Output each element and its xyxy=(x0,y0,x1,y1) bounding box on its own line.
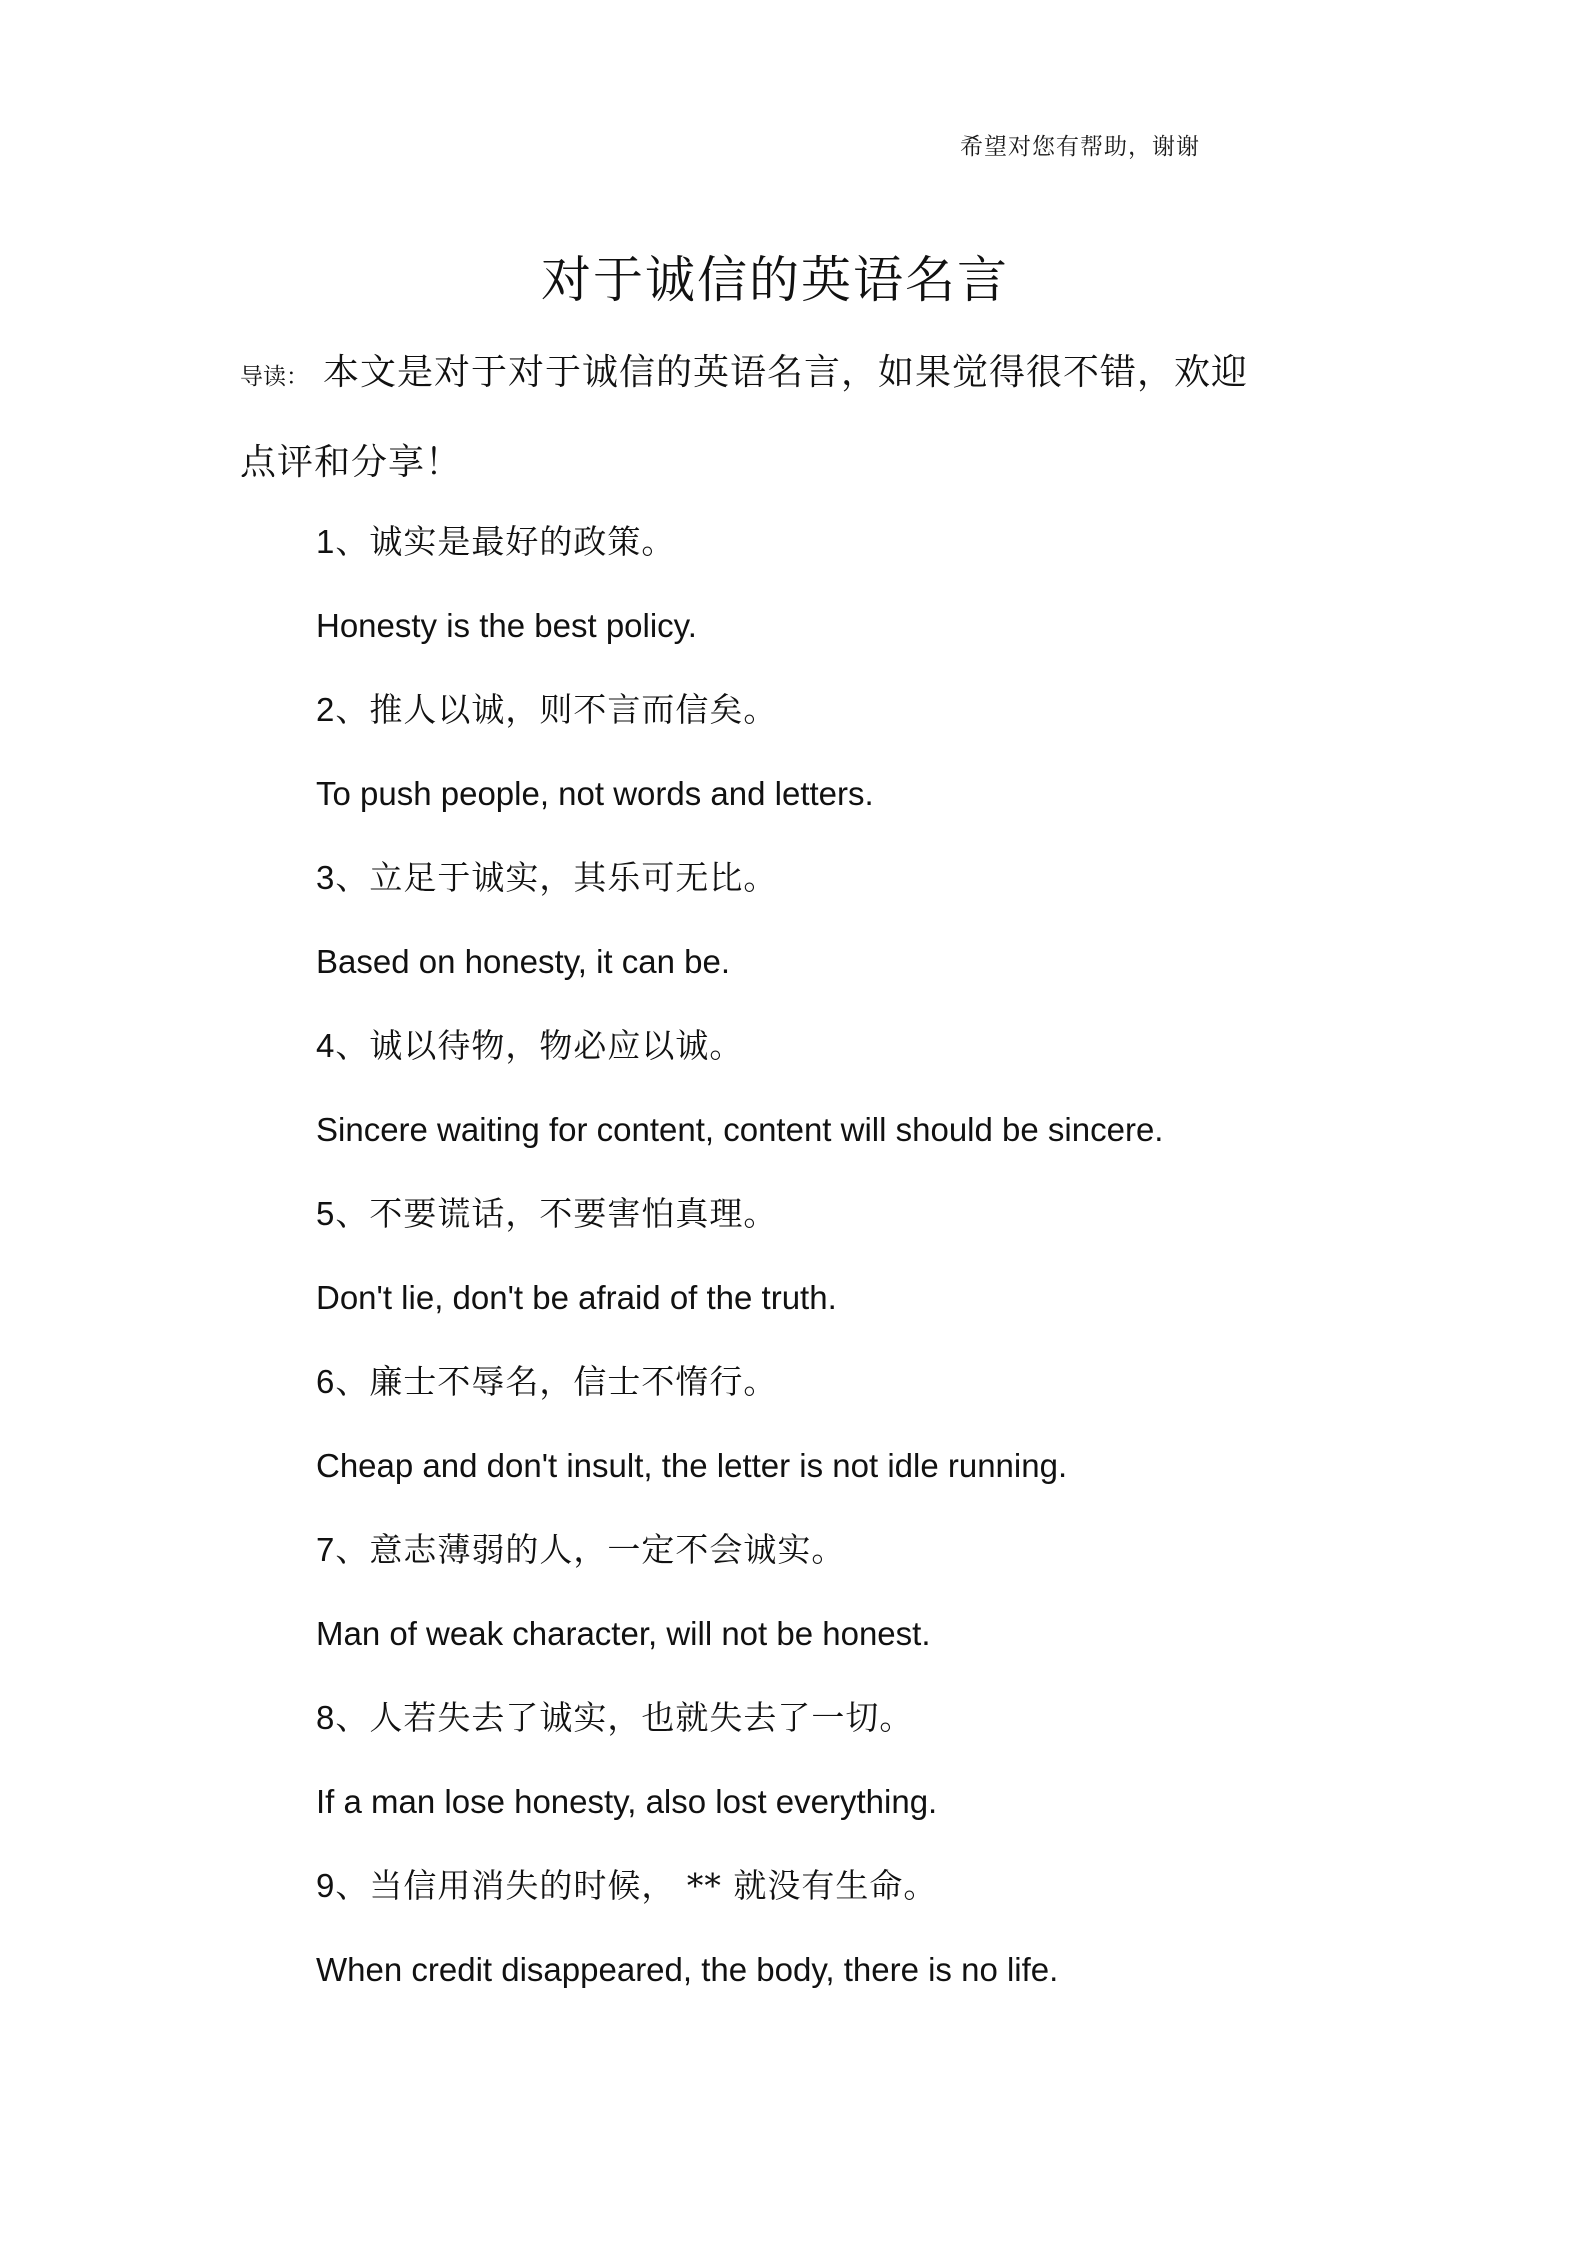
quote-english: If a man lose honesty, also lost everything. xyxy=(316,1783,938,1820)
quote-chinese-text: 、立足于诚实，其乐可无比。 xyxy=(335,858,778,897)
quote-chinese-text: 、诚以待物，物必应以诚。 xyxy=(335,1026,744,1065)
quote-chinese xyxy=(316,1508,1316,1592)
quote-chinese-text: 、廉士不辱名，信士不惰行。 xyxy=(335,1362,778,1401)
quote-item xyxy=(316,500,1316,668)
intro-label: 导读： xyxy=(240,364,309,390)
quote-english: Sincere waiting for content, content will should be sincere. xyxy=(316,1111,1164,1148)
quote-chinese-text: 、意志薄弱的人，一定不会诚实。 xyxy=(335,1530,846,1569)
document-title: 对于诚信的英语名言 xyxy=(541,251,1009,309)
intro-text: 本文是对于对于诚信的英语名言，如果觉得很不错，欢迎点评和分享！ xyxy=(240,352,1249,483)
quote-item xyxy=(316,1508,1316,1676)
quote-chinese xyxy=(316,836,1316,920)
quote-item xyxy=(316,668,1316,836)
quote-chinese xyxy=(316,500,1316,584)
quote-chinese xyxy=(316,668,1316,752)
quote-item xyxy=(316,1172,1316,1340)
quote-number: 7 xyxy=(316,1531,336,1568)
quote-chinese xyxy=(316,1172,1316,1256)
quote-item xyxy=(316,1004,1316,1172)
quote-chinese-text: 、当信用消失的时候， ** 就没有生命。 xyxy=(335,1866,938,1905)
quote-chinese xyxy=(316,1676,1316,1760)
quote-english: When credit disappeared, the body, there is no life. xyxy=(316,1951,1059,1988)
intro-paragraph xyxy=(240,330,1250,506)
quote-number: 8 xyxy=(316,1699,336,1736)
quote-chinese-text: 、诚实是最好的政策。 xyxy=(335,522,676,561)
quote-item xyxy=(316,1340,1316,1508)
quote-english: To push people, not words and letters. xyxy=(316,775,874,812)
quote-chinese-text: 、不要谎话，不要害怕真理。 xyxy=(335,1194,778,1233)
quote-number: 6 xyxy=(316,1363,336,1400)
quote-chinese-text: 、推人以诚，则不言而信矣。 xyxy=(335,690,778,729)
quote-number: 5 xyxy=(316,1195,336,1232)
quote-number: 4 xyxy=(316,1027,336,1064)
quote-english: Honesty is the best policy. xyxy=(316,607,697,644)
quote-english: Based on honesty, it can be. xyxy=(316,943,730,980)
quote-item xyxy=(316,836,1316,1004)
quote-english: Man of weak character, will not be honest. xyxy=(316,1615,931,1652)
header-note: 希望对您有帮助，谢谢 xyxy=(960,134,1200,160)
quote-chinese xyxy=(316,1004,1316,1088)
quote-english: Cheap and don't insult, the letter is not idle running. xyxy=(316,1447,1068,1484)
quote-number: 9 xyxy=(316,1867,336,1904)
quote-number: 3 xyxy=(316,859,336,896)
quote-chinese-text: 、人若失去了诚实，也就失去了一切。 xyxy=(335,1698,914,1737)
quote-chinese xyxy=(316,1844,1316,1928)
quote-number: 1 xyxy=(316,523,336,560)
quote-number: 2 xyxy=(316,691,336,728)
quote-chinese xyxy=(316,1340,1316,1424)
quote-item xyxy=(316,1844,1316,2012)
quote-item xyxy=(316,1676,1316,1844)
quote-english: Don't lie, don't be afraid of the truth. xyxy=(316,1279,837,1316)
quote-list xyxy=(316,500,1316,2012)
